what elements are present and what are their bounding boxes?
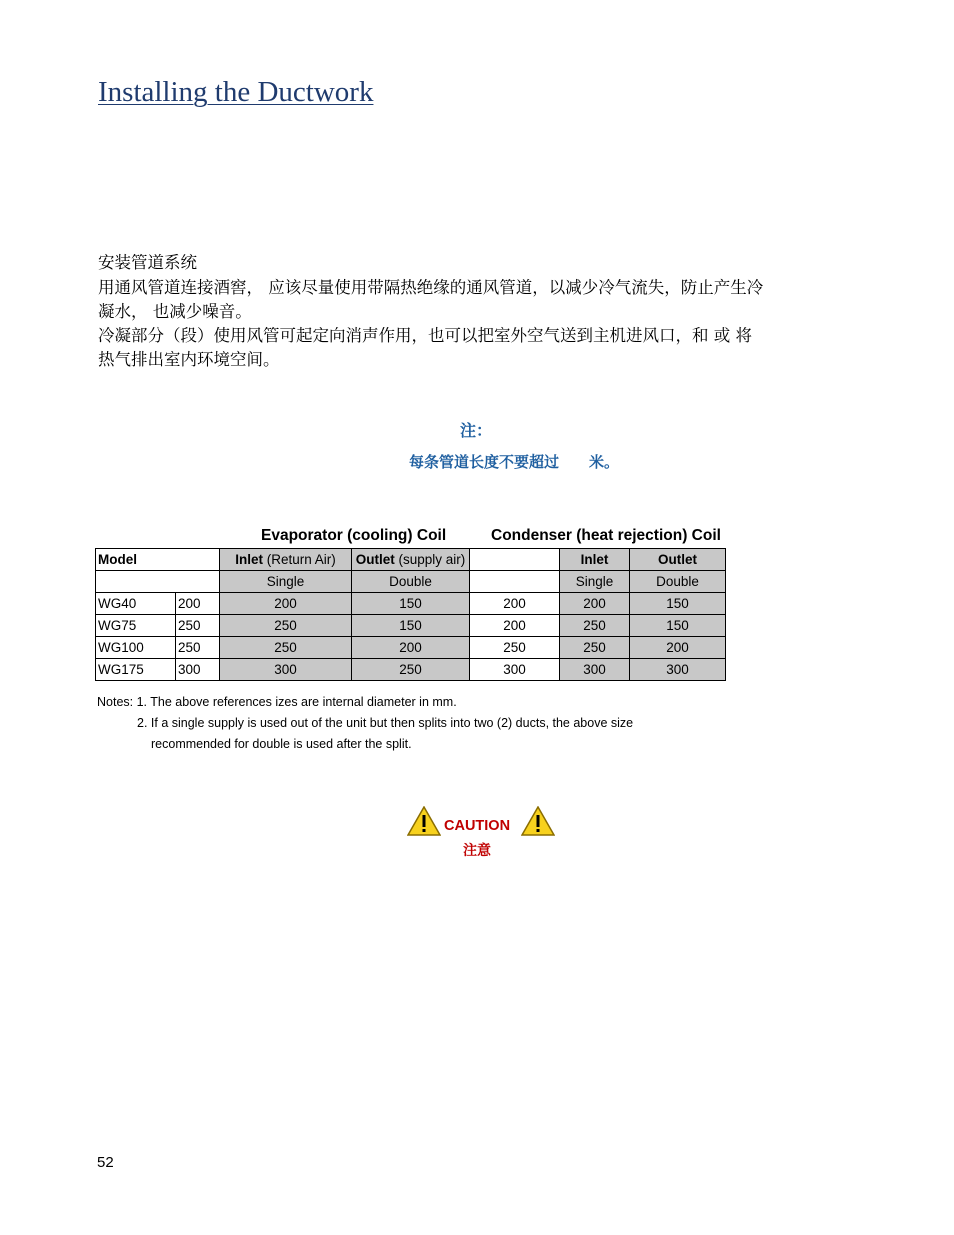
caution-label-cn: 注意 <box>463 843 491 859</box>
empty-subheader-cell <box>96 571 220 593</box>
paragraph-line-3: 冷凝部分（段）使用风管可起定向消声作用，也可以把室外空气送到主机进风口，和 或 将 <box>98 326 752 345</box>
paragraph-line-1: 用通风管道连接酒窖， 应该尽量使用带隔热绝缘的通风管道，以减少冷气流失，防止产生冷 <box>98 278 764 297</box>
caution-label: CAUTION <box>444 818 511 834</box>
empty-subheader-cell <box>470 571 560 593</box>
model-cell: WG175 <box>96 659 176 681</box>
warning-triangle-icon <box>521 806 555 836</box>
evap-outlet-header: Outlet (supply air) <box>352 549 470 571</box>
value-cell: 200 <box>630 637 726 659</box>
value-cell: 250 <box>176 637 220 659</box>
value-cell: 150 <box>352 615 470 637</box>
model-cell: WG40 <box>96 593 176 615</box>
cond-double-subheader: Double <box>630 571 726 593</box>
notes-line-1: Notes: 1. The above references izes are internal diameter in mm. <box>97 695 457 709</box>
value-cell: 300 <box>220 659 352 681</box>
model-header: Model <box>96 549 220 571</box>
cond-inlet-header: Inlet <box>560 549 630 571</box>
model-cell: WG100 <box>96 637 176 659</box>
page-title: Installing the Ductwork <box>98 76 374 108</box>
evaporator-group-heading: Evaporator (cooling) Coil <box>261 527 447 544</box>
value-cell: 300 <box>630 659 726 681</box>
caution-banner <box>407 806 555 836</box>
value-cell: 250 <box>220 637 352 659</box>
duct-size-table <box>95 548 726 681</box>
table-row <box>96 615 726 637</box>
value-cell: 250 <box>176 615 220 637</box>
note-text-after: 米。 <box>589 453 620 471</box>
evap-single-subheader: Single <box>220 571 352 593</box>
table-header-row <box>96 549 726 571</box>
notes-line-3: recommended for double is used after the split. <box>151 737 412 751</box>
note-text-before: 每条管道长度不要超过 <box>409 453 560 471</box>
value-cell: 150 <box>630 593 726 615</box>
note-label: 注： <box>460 421 493 440</box>
value-cell: 200 <box>470 615 560 637</box>
condenser-group-heading: Condenser (heat rejection) Coil <box>491 527 721 544</box>
notes-line-2: 2. If a single supply is used out of the unit but then splits into two (2) ducts, the above size <box>137 716 634 730</box>
value-cell: 250 <box>560 615 630 637</box>
value-cell: 300 <box>176 659 220 681</box>
table-row <box>96 659 726 681</box>
value-cell: 300 <box>470 659 560 681</box>
value-cell: 200 <box>220 593 352 615</box>
value-cell: 250 <box>470 637 560 659</box>
value-cell: 150 <box>352 593 470 615</box>
model-cell: WG75 <box>96 615 176 637</box>
value-cell: 200 <box>176 593 220 615</box>
value-cell: 200 <box>560 593 630 615</box>
paragraph-line-4: 热气排出室内环境空间。 <box>98 350 280 369</box>
value-cell: 250 <box>352 659 470 681</box>
evap-double-subheader: Double <box>352 571 470 593</box>
cond-single-subheader: Single <box>560 571 630 593</box>
page-number: 52 <box>97 1154 114 1171</box>
value-cell: 200 <box>352 637 470 659</box>
value-cell: 150 <box>630 615 726 637</box>
empty-header-cell <box>470 549 560 571</box>
value-cell: 300 <box>560 659 630 681</box>
section-subtitle-cn: 安装管道系统 <box>98 253 197 272</box>
evap-inlet-header: Inlet (Return Air) <box>220 549 352 571</box>
value-cell: 200 <box>470 593 560 615</box>
value-cell: 250 <box>220 615 352 637</box>
note-text <box>409 451 619 472</box>
table-row <box>96 593 726 615</box>
table-row <box>96 637 726 659</box>
cond-outlet-header: Outlet <box>630 549 726 571</box>
value-cell: 250 <box>560 637 630 659</box>
paragraph-line-2: 凝水， 也减少噪音。 <box>98 302 252 321</box>
warning-triangle-icon <box>407 806 441 836</box>
table-subheader-row <box>96 571 726 593</box>
